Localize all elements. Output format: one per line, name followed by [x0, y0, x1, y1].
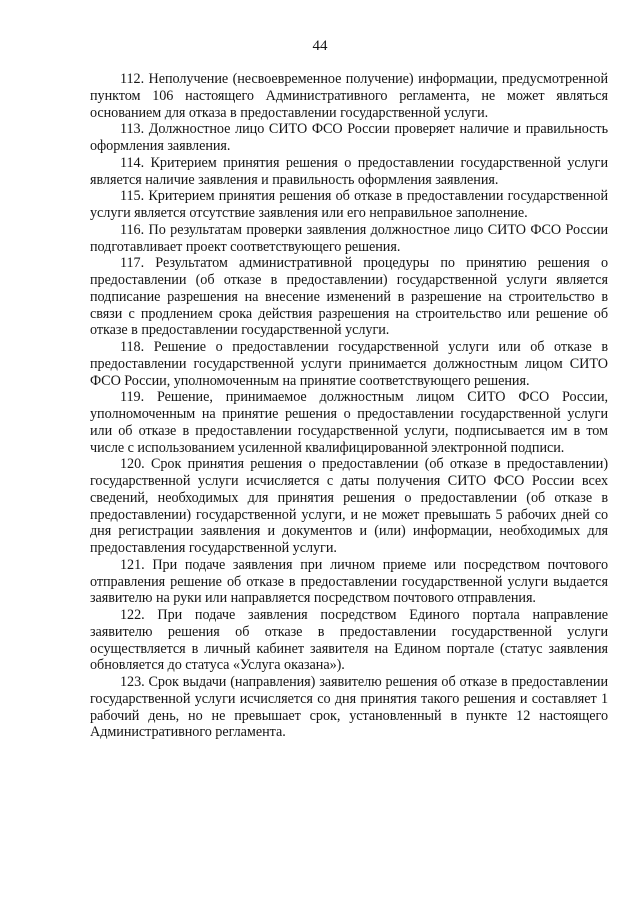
page-number: 44 — [312, 38, 328, 54]
paragraph-118: 118. Решение о предоставлении государственной услуги или об отказе в предоставлении государственной услуги принимается должностным лицом СИТО ФСО России, уполномоченным на принятие соответствующего решения. — [90, 339, 608, 389]
paragraph-114: 114. Критерием принятия решения о предоставлении государственной услуги является наличие заявления и правильность оформления заявления. — [90, 154, 608, 188]
paragraph-119: 119. Решение, принимаемое должностным лицом СИТО ФСО России, уполномоченным на принятие решения о предоставлении государственной услуги или об отказе в предоставлении государственной услуги, подписывается им в том числе с использованием усиленной квалифицированной электронной подписи. — [90, 389, 608, 456]
paragraph-122: 122. При подаче заявления посредством Единого портала направление заявителю решения об отказе в предоставлении государственной услуги осуществляется в личный кабинет заявителя на Едином портале (статус заявления обновляется до статуса «Услуга оказана»). — [90, 607, 608, 674]
paragraph-112: 112. Неполучение (несвоевременное получение) информации, предусмотренной пунктом 106 настоящего Административного регламента, не может являться основанием для отказа в предоставлении государственной услуги. — [90, 71, 608, 121]
paragraph-115: 115. Критерием принятия решения об отказе в предоставлении государственной услуги является отсутствие заявления или его неправильное заполнение. — [90, 188, 608, 221]
paragraph-116: 116. По результатам проверки заявления должностное лицо СИТО ФСО России подготавливает проект соответствующего решения. — [90, 221, 608, 255]
paragraph-120: 120. Срок принятия решения о предоставлении (об отказе в предоставлении) государственной услуги исчисляется с даты получения СИТО ФСО России всех сведений, необходимых для принятия решения о предоставлении (об отказе в предоставлении) государственной услуги, и не может превышать 5 рабочих дней со дня регистрации заявления и документов и (или) информации, необходимых для предоставления государственной услуги. — [90, 456, 608, 556]
paragraph-121: 121. При подаче заявления при личном приеме или посредством почтового отправления решение об отказе в предоставлении государственной услуги выдается заявителю на руки или направляется посредством почтового отправления. — [90, 556, 608, 607]
paragraph-113: 113. Должностное лицо СИТО ФСО России проверяет наличие и правильность оформления заявления. — [90, 121, 608, 154]
paragraph-117: 117. Результатом административной процедуры по принятию решения о предоставлении (об отказе в предоставлении) государственной услуги является подписание разрешения на внесение изменений в разрешение на строительство в связи с продлением срока действия разрешения на строительство или решение об отказе в предоставлении государственной услуги. — [90, 255, 608, 339]
document-body — [90, 71, 608, 741]
paragraph-123: 123. Срок выдачи (направления) заявителю решения об отказе в предоставлении государственной услуги исчисляется со дня принятия такого решения и составляет 1 рабочий день, но не превышает срок, установленный в пункте 12 настоящего Административного регламента. — [90, 674, 608, 741]
